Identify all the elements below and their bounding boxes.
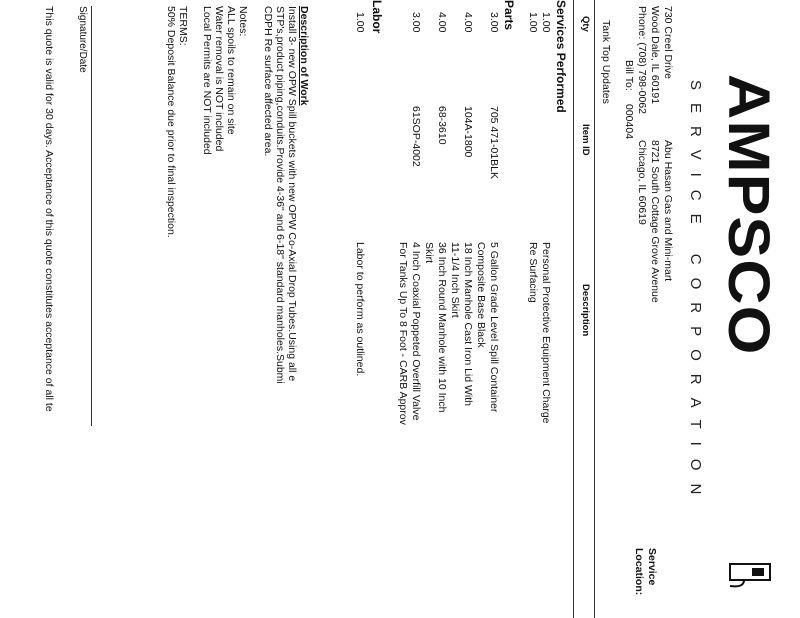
line-description: Re Surfacing: [527, 242, 539, 303]
line-description: Labor to perform as outlined.: [354, 242, 366, 377]
line-description: 5 Gallon Grade Level Spill Container: [488, 242, 500, 413]
description-of-work-line: CDPH Re surface affected area.: [262, 6, 274, 157]
description-of-work-title: Description of Work: [298, 6, 310, 106]
company-phone: Phone: (708) 798-0062: [636, 6, 648, 114]
service-location-label: Service Location:: [633, 548, 658, 596]
bill-to-street: 8721 South Cottage Grove Avenue: [649, 140, 661, 303]
line-item-id: 68-3610: [436, 106, 448, 145]
notes-title: Notes:: [237, 6, 249, 37]
bill-to-label: Bill To:: [623, 60, 635, 91]
line-description: Personal Protective Equipment Charge: [540, 242, 552, 424]
section-title-labor: Labor: [370, 0, 384, 34]
terms-title: TERMS:: [177, 6, 189, 46]
terms-line: 50% Deposit Balance due prior to final inspection.: [165, 6, 177, 238]
bill-to-city: Chicago, IL 60619: [636, 140, 648, 225]
line-qty: 1.00: [354, 12, 366, 33]
signature-label: Signature/Date: [77, 6, 88, 73]
note-line: Water removal is NOT included: [213, 6, 225, 152]
line-description: For Tanks Up To 8 Foot - CARB Approv: [397, 242, 409, 425]
line-description: Skirt: [423, 242, 435, 263]
quote-validity-text: This quote is valid for 30 days. Acceptance of this quote constitutes acceptance of all te: [43, 6, 55, 412]
column-header-description: Description: [580, 284, 591, 337]
line-qty: 3.00: [488, 12, 500, 33]
line-qty: 3.00: [410, 12, 422, 33]
line-qty: 4.00: [436, 12, 448, 33]
column-header-qty: Qty: [580, 16, 591, 32]
company-address-line: Wood Dale, IL 60191: [649, 6, 661, 105]
note-line: ALL spoils to remain on site: [225, 6, 237, 135]
section-title-parts: Parts: [502, 0, 516, 31]
line-item-id: 61SOP-4002: [410, 106, 422, 167]
description-of-work-line: Install 3- new OPW Spill buckets with new OPW Co-Axial Drop Tubes.Using all e: [286, 6, 298, 382]
line-description: 11-1/4 Inch Skirt: [449, 242, 461, 318]
line-description: 4 Inch Coaxial Poppeted Overfill Valve: [410, 242, 422, 421]
column-header-item-id: Item ID: [580, 124, 591, 156]
line-description: Composite Base Black: [475, 242, 487, 348]
line-description: 18 Inch Manhole Cast Iron Lid With: [462, 242, 474, 407]
quote-subject: Tank Top Updates: [600, 20, 612, 104]
line-qty: 1.00: [527, 12, 539, 33]
line-item-id: 705 471-01BLK: [488, 106, 500, 179]
bill-to-account: 000404: [623, 104, 635, 140]
section-title-services: Services Performed: [554, 0, 568, 113]
line-qty: 1.00: [540, 12, 552, 33]
line-item-id: 104A-1800: [462, 106, 474, 158]
line-qty: 4.00: [462, 12, 474, 33]
signature-line: [91, 6, 92, 426]
note-line: Local Permits are NOT included: [201, 6, 213, 155]
bill-to-name: Abu Hasan Gas and Mini-mart: [662, 140, 674, 282]
line-description: 36 Inch Round Manhole with 10 Inch: [436, 242, 448, 413]
description-of-work-line: STP's,product piping,conduits.Provide 4-36" and 6-18" standard manholes.Submi: [274, 6, 286, 384]
company-address-line: 730 Creel Drive: [662, 6, 674, 79]
company-logo: AMPSCO: [716, 74, 781, 356]
tank-logo-icon: [722, 560, 774, 590]
company-subtitle: SERVICE CORPORATION: [687, 80, 704, 508]
